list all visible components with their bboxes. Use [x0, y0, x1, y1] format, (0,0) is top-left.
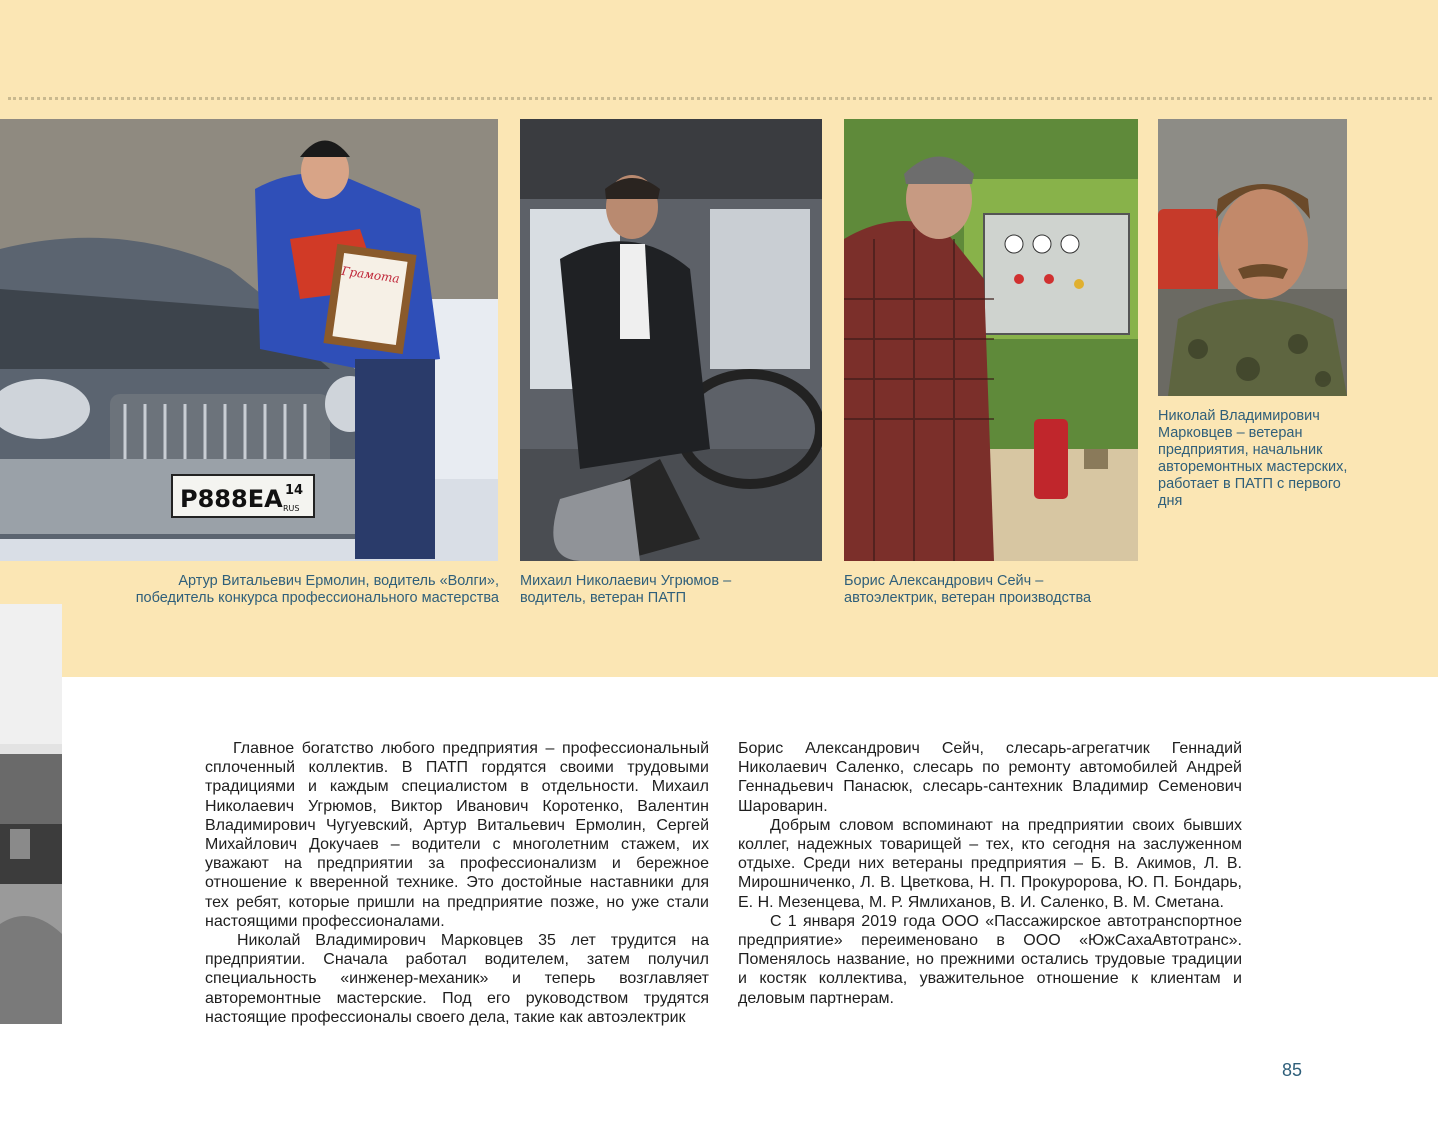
photo-markovtsev	[1158, 119, 1347, 396]
page-number: 85	[1282, 1060, 1303, 1080]
body-paragraph: Борис Александрович Сейч, слесарь-агрегатчик Геннадий Николаевич Саленко, слесарь по ремонту автомобилей Андрей Геннадьевич Панасюк, слесарь-сантехник Владимир Семенович Шароварин.	[738, 740, 1242, 815]
archive-photo	[0, 604, 62, 1024]
caption-markovtsev: Николай Владимирович Марковцев – ветеран предприятия, начальник авторемонтных мастерских, работает в ПАТП с первого дня	[1158, 408, 1348, 509]
caption-seich: Борис Александрович Сейч – автоэлектрик, ветеран производства	[844, 573, 1092, 606]
body-column-right	[738, 739, 1242, 1008]
body-paragraph: Николай Владимирович Марковцев 35 лет трудится на предприятии. Сначала работал водителем, затем получил специальность «инженер-механик» и теперь возглавляет авторемонтные мастерские. Под его руководством трудятся настоящие профессионалы своего дела, такие как автоэлектрик	[205, 932, 709, 1026]
caption-ermolin: Артур Витальевич Ермолин, водитель «Волги», победитель конкурса профессионального мастерства	[135, 573, 499, 606]
certificate-title: Грамота	[340, 263, 401, 286]
plate-region: 14	[285, 483, 304, 498]
plate-country: RUS	[283, 504, 300, 513]
body-column-left	[205, 739, 709, 1027]
photo-ermolin	[0, 119, 498, 561]
plate-number: Р888ЕА	[180, 485, 283, 513]
body-paragraph: Добрым словом вспоминают на предприятии своих бывших коллег, надежных товарищей – тех, кто сегодня на заслуженном отдыхе. Среди них ветераны предприятия – Б. В. Акимов, Л. В. Мирошниченко, Л. В. Цветкова, Н. П. Прокуророва, Ю. П. Бондарь, Е. Н. Мезенцева, М. Р. Ямлиханов, В. И. Саленко, В. М. Сметана.	[738, 816, 1242, 911]
body-paragraph: Главное богатство любого предприятия – профессиональный сплоченный коллектив. В ПАТП гордятся своими трудовыми традициями и каждым специалистом в отдельности. Михаил Николаевич Угрюмов, Виктор Иванович Коротенко, Валентин Владимирович Чугуевский, Артур Витальевич Ермолин, Сергей Михайлович Докучаев – водители с многолетним стажем, их уважают на предприятии за профессионализм и бережное отношение к вверенной технике. Это достойные наставники для тех ребят, которые пришли на предприятие позже, но уже стали настоящими профессионалами.	[205, 740, 709, 930]
dotted-divider	[8, 97, 1432, 100]
caption-ugryumov: Михаил Николаевич Угрюмов – водитель, ветеран ПАТП	[520, 573, 732, 606]
body-paragraph: С 1 января 2019 года ООО «Пассажирское автотранспортное предприятие» переименовано в ООО «ЮжСахаАвтотранс». Поменялось название, но прежними остались трудовые традиции и костяк коллектива, уважительное отношение к клиентам и деловым партнерам.	[738, 912, 1242, 1007]
photo-ugryumov	[520, 119, 822, 561]
photo-seich	[844, 119, 1138, 561]
